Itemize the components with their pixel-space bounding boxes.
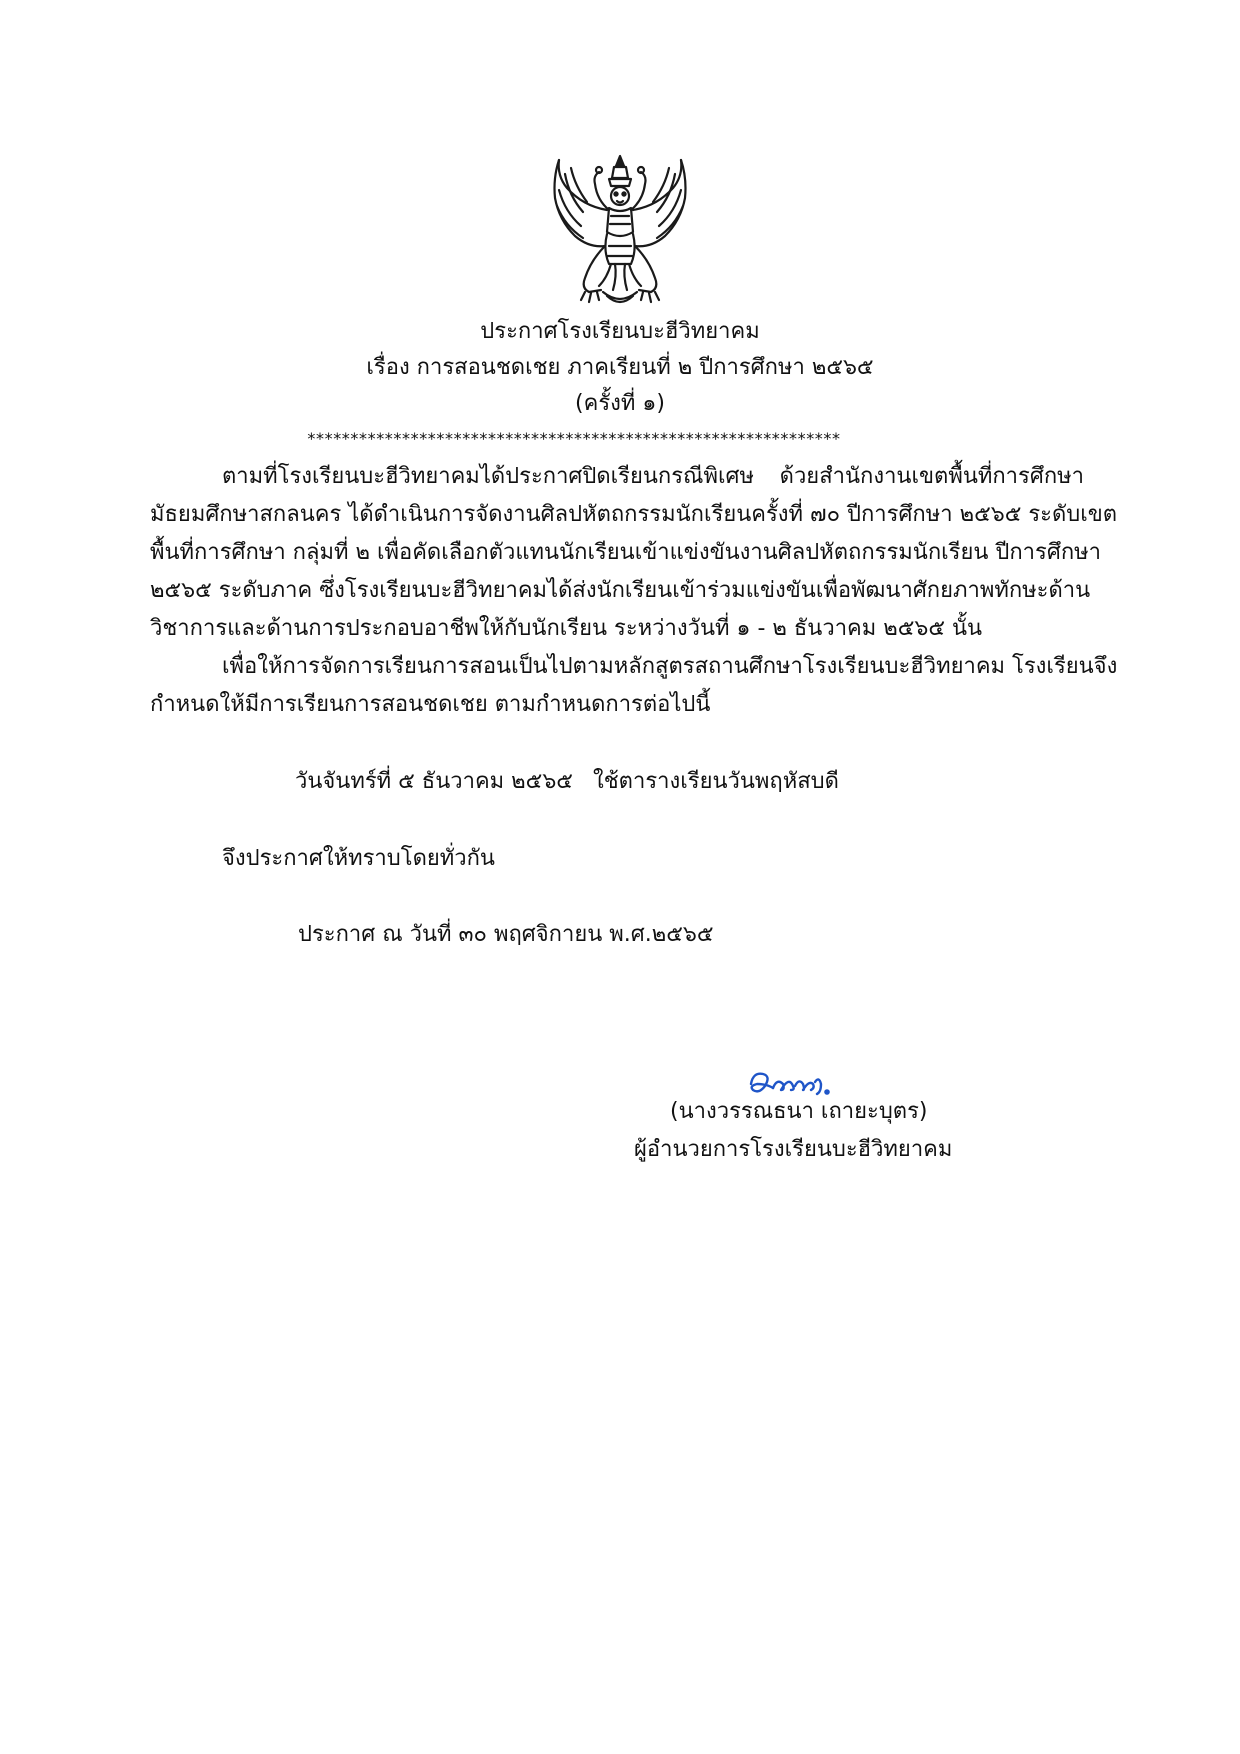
paragraph-1-line-1: ตามที่โรงเรียนบะฮีวิทยาคมได้ประกาศปิดเรียนกรณีพิเศษ ด้วยสำนักงานเขตพื้นที่การศึกษา	[222, 464, 1084, 489]
paragraph-1-line-2: มัธยมศึกษาสกลนคร ได้ดำเนินการจัดงานศิลปหัตถกรรมนักเรียนครั้งที่ ๗๐ ปีการศึกษา ๒๕๖๕ ระดับเขต	[150, 502, 1118, 527]
handwritten-signature	[745, 1062, 835, 1102]
schedule-date: วันจันทร์ที่ ๕ ธันวาคม ๒๕๖๕	[295, 769, 573, 794]
signatory-name: (นางวรรณธนา เถายะบุตร)	[670, 1099, 928, 1124]
closing-statement: จึงประกาศให้ทราบโดยทั่วกัน	[222, 846, 495, 871]
schedule-note: ใช้ตารางเรียนวันพฤหัสบดี	[593, 769, 839, 794]
announcement-title: ประกาศโรงเรียนบะฮีวิทยาคม	[480, 319, 760, 344]
paragraph-2-line-2: กำหนดให้มีการเรียนการสอนชดเชย ตามกำหนดการต่อไปนี้	[150, 692, 711, 717]
paragraph-1-line-5: วิชาการและด้านการประกอบอาชีพให้กับนักเรียน ระหว่างวันที่ ๑ - ๒ ธันวาคม ๒๕๖๕ นั้น	[150, 616, 983, 641]
paragraph-1-line-4: ๒๕๖๕ ระดับภาค ซึ่งโรงเรียนบะฮีวิทยาคมได้ส่งนักเรียนเข้าร่วมแข่งขันเพื่อพัฒนาศักยภาพทักษะด้าน	[150, 578, 1091, 603]
announcement-subject: เรื่อง การสอนชดเชย ภาคเรียนที่ ๒ ปีการศึกษา ๒๕๖๕	[366, 355, 874, 380]
paragraph-2-line-1: เพื่อให้การจัดการเรียนการสอนเป็นไปตามหลักสูตรสถานศึกษาโรงเรียนบะฮีวิทยาคม โรงเรียนจึง	[222, 654, 1118, 679]
paragraph-1-line-3: พื้นที่การศึกษา กลุ่มที่ ๒ เพื่อคัดเลือกตัวแทนนักเรียนเข้าแข่งขันงานศิลปหัตถกรรมนักเรียน ปีการศึกษา	[150, 540, 1101, 565]
announcement-date: ประกาศ ณ วันที่ ๓๐ พฤศจิกายน พ.ศ.๒๕๖๕	[298, 922, 714, 947]
garuda-emblem-icon	[545, 150, 695, 310]
announcement-round: (ครั้งที่ ๑)	[575, 391, 665, 416]
signatory-position: ผู้อำนวยการโรงเรียนบะฮีวิทยาคม	[634, 1137, 953, 1162]
separator-line: **************************************************************	[307, 429, 841, 448]
